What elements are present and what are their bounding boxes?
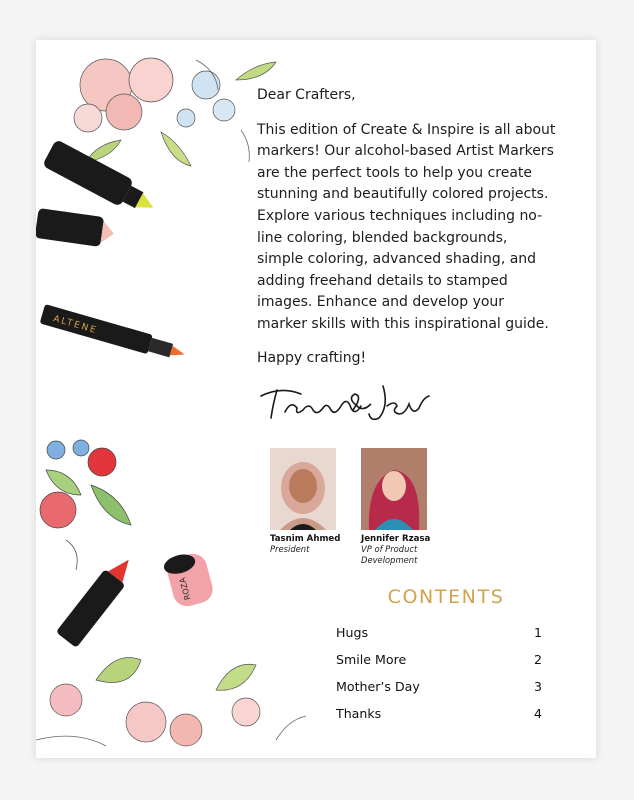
person-name: Jennifer Rzasa	[361, 534, 431, 544]
contents-heading: CONTENTS	[387, 586, 505, 608]
person-role: VP of Product Development	[361, 544, 418, 565]
toc-item-page: 3	[533, 679, 542, 694]
marker-red	[56, 552, 139, 648]
letter-greeting: Dear Crafters,	[257, 87, 356, 103]
profile-president	[270, 448, 360, 555]
table-of-contents	[336, 619, 542, 727]
toc-item-label: Smile More	[336, 652, 407, 667]
catalog-page	[36, 40, 596, 758]
letter-closing: Happy crafting!	[257, 349, 367, 366]
person-name: Tasnim Ahmed	[270, 534, 341, 544]
marker-pink-tip	[36, 208, 116, 249]
toc-item[interactable]	[336, 646, 542, 673]
bottom-floral-illustration	[36, 658, 306, 747]
intro-letter	[257, 85, 557, 381]
portrait-photo	[270, 448, 336, 530]
profile-vp	[361, 448, 451, 565]
toc-item[interactable]	[336, 673, 542, 700]
marker-barrel-text: ALTENE	[52, 314, 99, 337]
toc-item[interactable]	[336, 700, 542, 727]
cap-text: ROZA	[177, 576, 193, 601]
toc-item-page: 1	[533, 625, 542, 640]
marker-cap	[162, 551, 216, 610]
toc-item-page: 2	[533, 652, 542, 667]
toc-item[interactable]	[336, 619, 542, 646]
person-role: President	[270, 544, 310, 554]
left-floral-illustration	[40, 440, 131, 570]
toc-item-label: Thanks	[336, 706, 382, 721]
portrait-photo	[361, 448, 427, 530]
marker-orange	[40, 304, 188, 364]
toc-item-label: Mother’s Day	[336, 679, 420, 694]
toc-item-label: Hugs	[336, 625, 369, 640]
signature	[255, 376, 435, 426]
top-floral-illustration	[74, 58, 276, 166]
toc-item-page: 4	[533, 706, 542, 721]
letter-body: This edition of Create & Inspire is all about markers! Our alcohol-based Artist Markers are the perfect tools to help you create stunning and beautifully colored projects. Explore various techniques including no-line coloring, blended backgrounds, simple coloring, advanced shading, and adding freehand details to stamped images. Enhance and develop your marker skills with this inspirational guide.	[257, 121, 556, 332]
